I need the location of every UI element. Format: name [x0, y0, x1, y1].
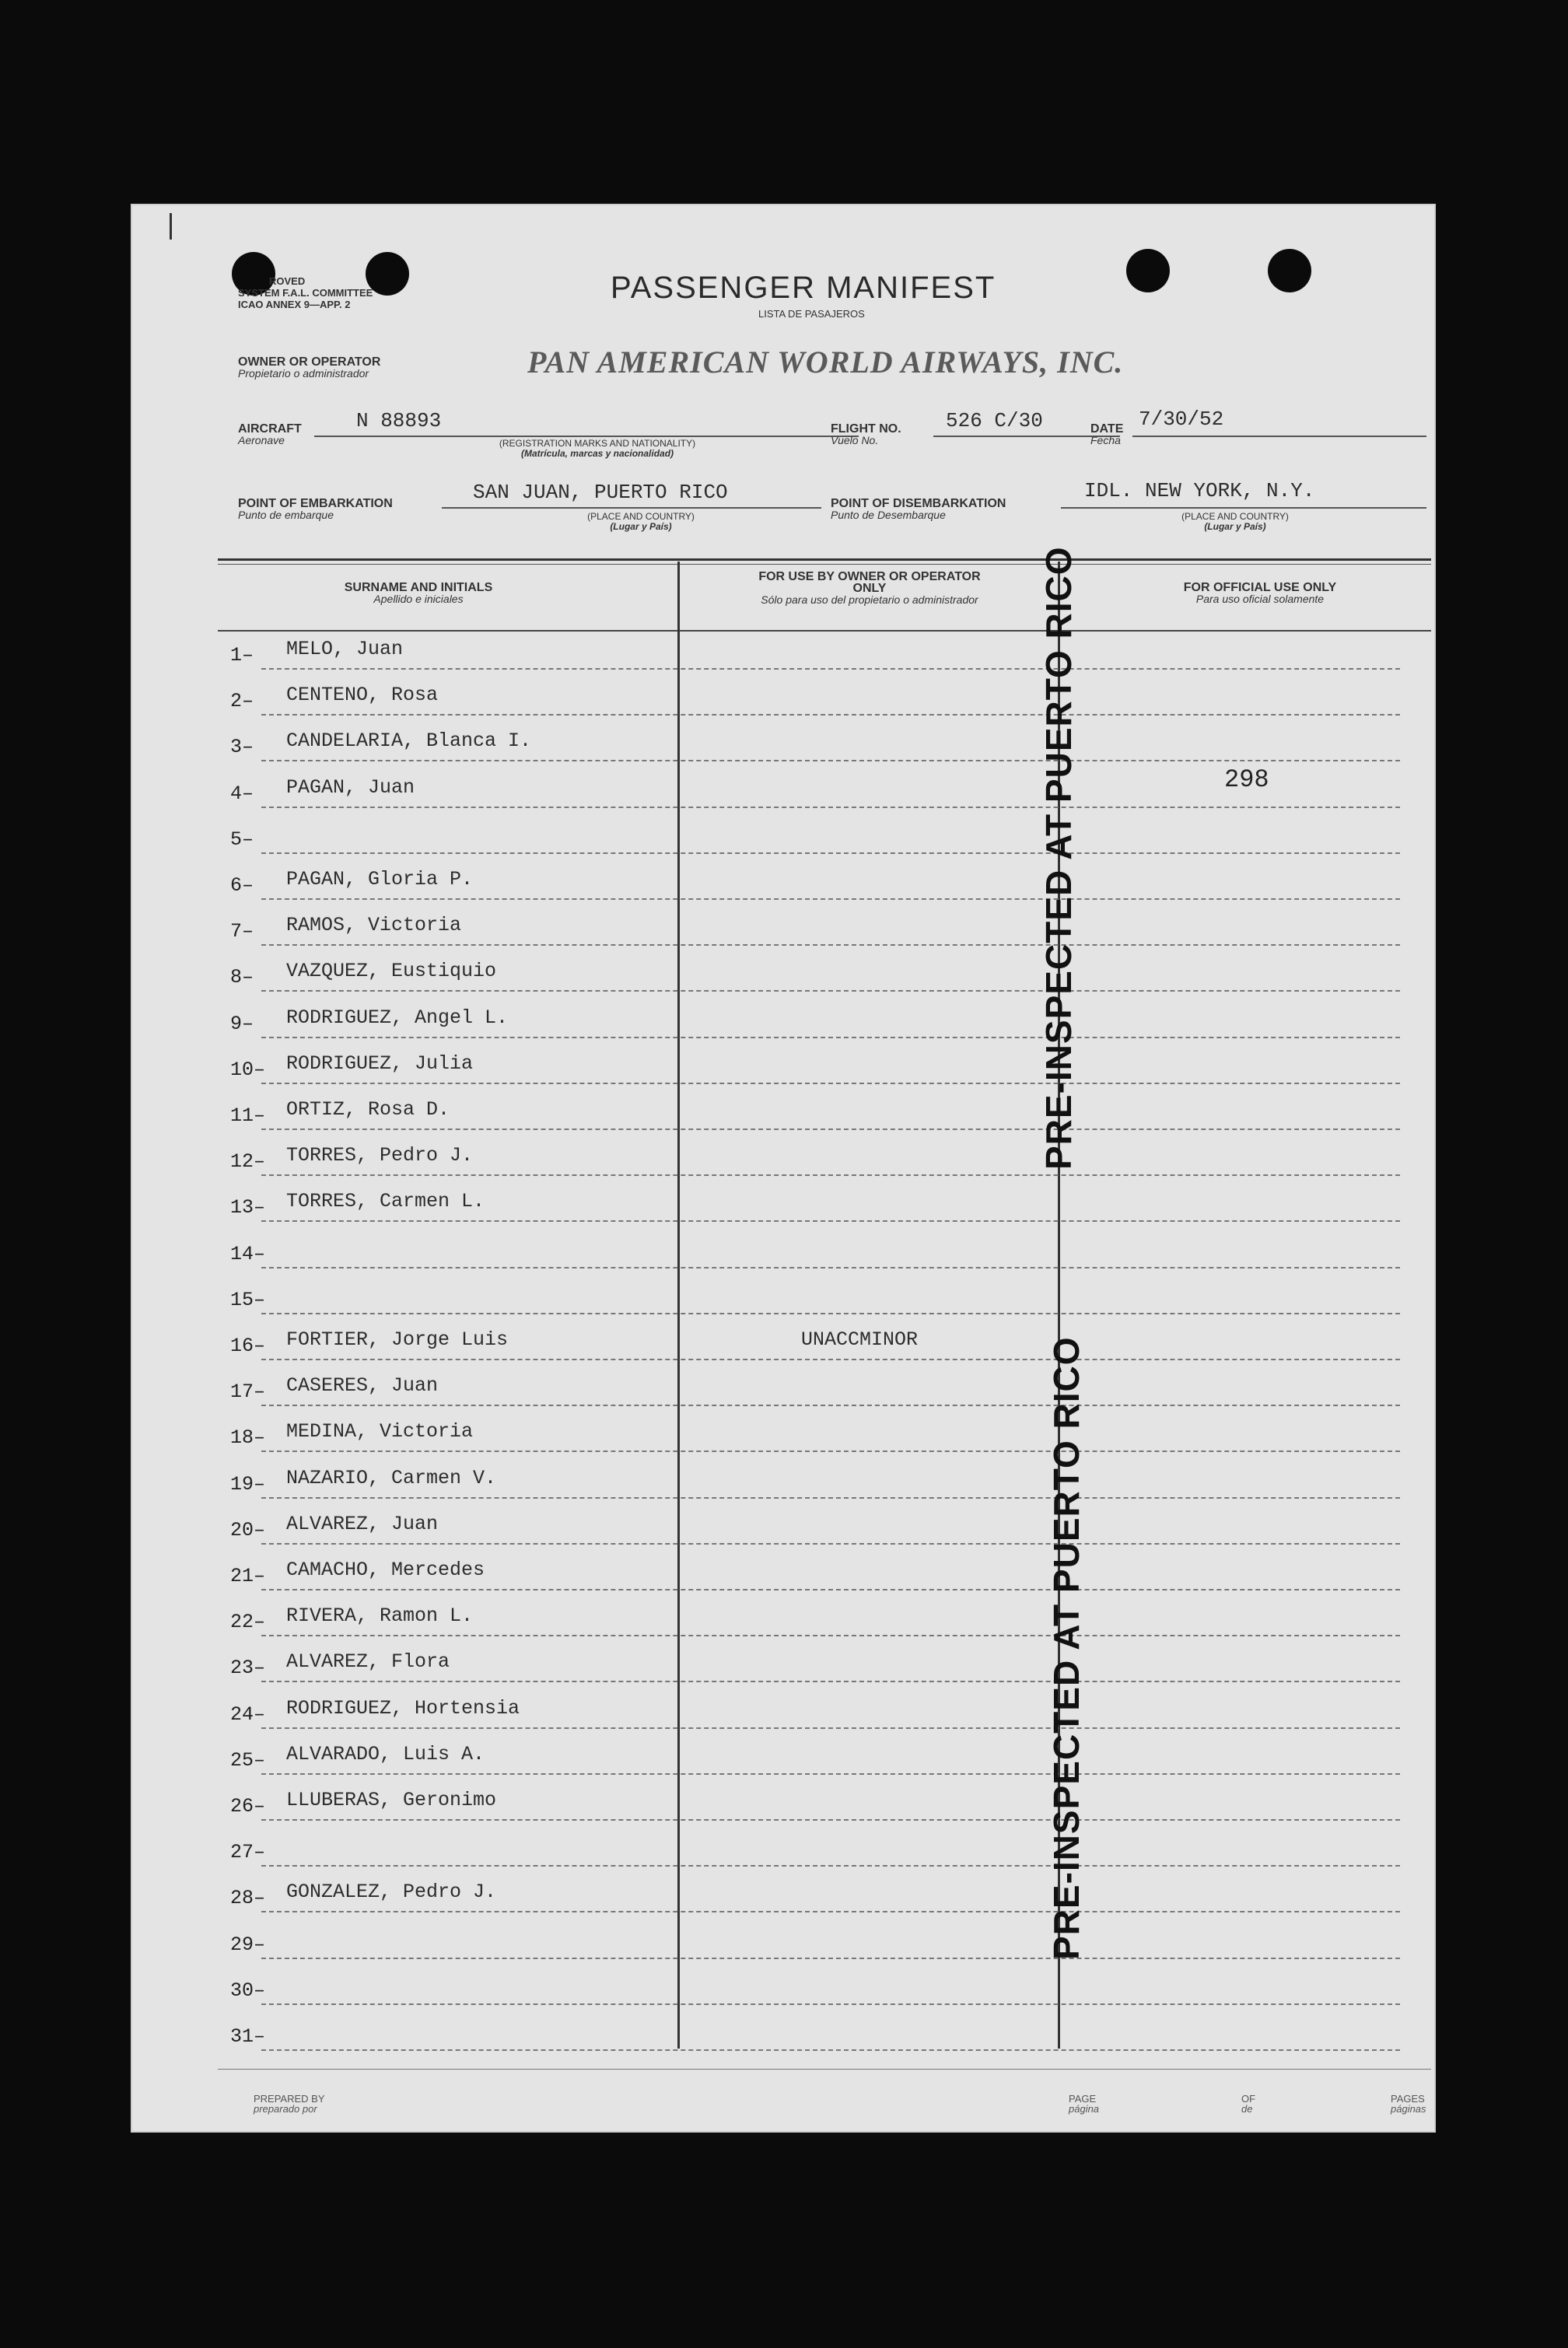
place-note-en: (PLACE AND COUNTRY) [587, 511, 695, 522]
passenger-name: MELO, Juan [286, 638, 404, 660]
of-label-en: OF [1241, 2093, 1256, 2105]
column-header-owner-use-es: Sólo para uso del propietario o administrador [761, 593, 978, 606]
owner-value: PAN AMERICAN WORLD AIRWAYS, INC. [527, 345, 1124, 380]
row-rule [261, 1037, 1400, 1038]
pages-label-es: páginas [1391, 2103, 1426, 2115]
passenger-name: GONZALEZ, Pedro J. [286, 1881, 497, 1904]
table-row [131, 1735, 1436, 1781]
row-number: 12– [230, 1150, 266, 1174]
place-note-es: (Lugar y País) [1204, 521, 1266, 532]
row-number: 15– [230, 1288, 266, 1311]
passenger-name: ALVAREZ, Flora [286, 1650, 450, 1674]
row-rule [261, 1773, 1400, 1775]
passenger-name: RAMOS, Victoria [286, 914, 462, 937]
embark-value: SAN JUAN, PUERTO RICO [473, 481, 728, 504]
table-row [131, 1136, 1436, 1182]
row-number: 22– [230, 1611, 266, 1634]
passenger-name: CENTENO, Rosa [286, 684, 439, 707]
passenger-name: RODRIGUEZ, Julia [286, 1052, 474, 1075]
flight-label [831, 423, 901, 446]
field-line [442, 507, 821, 509]
row-number: 11– [230, 1104, 266, 1127]
table-row [131, 860, 1436, 906]
table-row [131, 1412, 1436, 1458]
row-rule [261, 1543, 1400, 1545]
passenger-name: CASERES, Juan [286, 1374, 439, 1398]
aircraft-value: N 88893 [356, 409, 442, 432]
owner-label [238, 356, 380, 380]
table-row [131, 1321, 1436, 1366]
embark-label [238, 498, 393, 521]
prepared-by-en: PREPARED BY [254, 2093, 325, 2105]
row-number: 7– [230, 920, 254, 943]
row-rule [261, 668, 1400, 670]
row-rule [261, 2049, 1400, 2051]
row-number: 3– [230, 736, 254, 759]
passenger-name: PAGAN, Gloria P. [286, 868, 474, 891]
row-number: 6– [230, 874, 254, 897]
of-label-es: de [1241, 2103, 1253, 2115]
row-rule [261, 1497, 1400, 1499]
passenger-name: ALVAREZ, Juan [286, 1512, 439, 1535]
table-row [131, 676, 1436, 722]
table-row [131, 906, 1436, 952]
pages-label-en: PAGES [1391, 2093, 1425, 2105]
table-row [131, 1459, 1436, 1505]
date-label-es: Fecha [1090, 434, 1121, 446]
row-number: 8– [230, 966, 254, 989]
flight-value: 526 C/30 [946, 409, 1043, 432]
row-number: 29– [230, 1933, 266, 1956]
row-number: 21– [230, 1565, 266, 1587]
passenger-name: CANDELARIA, Blanca I. [286, 730, 532, 753]
place-note-es: (Lugar y País) [610, 521, 672, 532]
column-header-owner-use [753, 571, 986, 606]
row-number: 28– [230, 1887, 266, 1910]
row-number: 17– [230, 1380, 266, 1404]
table-row [131, 1045, 1436, 1090]
table-row [131, 1090, 1436, 1136]
field-line [1132, 436, 1426, 437]
pages-label [1391, 2094, 1426, 2114]
row-number: 19– [230, 1472, 266, 1496]
prepared-by-label [254, 2094, 325, 2114]
column-header-official-en: FOR OFFICIAL USE ONLY [1183, 581, 1337, 594]
row-rule [261, 1083, 1400, 1084]
row-number: 9– [230, 1012, 254, 1035]
table-row [131, 1505, 1436, 1551]
flight-label-en: FLIGHT NO. [831, 422, 901, 436]
page-label [1069, 2094, 1099, 2114]
approval-line: ICAO ANNEX 9—APP. 2 [238, 299, 351, 310]
row-rule [261, 1865, 1400, 1867]
row-rule [261, 1359, 1400, 1360]
passenger-name: CAMACHO, Mercedes [286, 1559, 485, 1581]
table-top-rule [218, 558, 1431, 561]
table-row [131, 1689, 1436, 1735]
table-row [131, 1827, 1436, 1873]
row-rule [261, 1450, 1400, 1452]
row-rule [261, 2003, 1400, 2005]
passenger-name: FORTIER, Jorge Luis [286, 1328, 509, 1351]
table-row [131, 952, 1436, 998]
passenger-name: ALVARADO, Luis A. [286, 1742, 485, 1765]
row-number: 1– [230, 644, 254, 667]
page-label-en: PAGE [1069, 2093, 1097, 2105]
column-header-official-es: Para uso oficial solamente [1195, 593, 1325, 605]
row-number: 4– [230, 782, 254, 805]
passenger-name: RIVERA, Ramon L. [286, 1604, 474, 1628]
disembark-place-note [1142, 512, 1328, 532]
row-rule [261, 898, 1400, 900]
disembark-label-en: POINT OF DISEMBARKATION [831, 497, 1006, 510]
of-label [1241, 2094, 1255, 2114]
aircraft-note-en: (REGISTRATION MARKS AND NATIONALITY) [499, 438, 696, 449]
row-rule [261, 1819, 1400, 1821]
row-rule [261, 990, 1400, 992]
row-rule [261, 1129, 1400, 1130]
row-rule [261, 1681, 1400, 1682]
column-header-surname-en: SURNAME AND INITIALS [344, 581, 493, 594]
passenger-name: RODRIGUEZ, Angel L. [286, 1006, 509, 1029]
row-number: 25– [230, 1748, 266, 1772]
row-rule [261, 1727, 1400, 1729]
passenger-name: NAZARIO, Carmen V. [286, 1466, 497, 1489]
row-rule [261, 1220, 1400, 1222]
row-rule [261, 1958, 1400, 1959]
approval-note [238, 275, 373, 310]
disembark-value: IDL. NEW YORK, N.Y. [1084, 479, 1315, 502]
punch-hole [1126, 249, 1170, 292]
row-rule [261, 807, 1400, 808]
footer-rule [218, 2069, 1431, 2070]
prepared-by-es: preparado por [254, 2103, 317, 2115]
column-header-official [1112, 582, 1408, 605]
row-number: 24– [230, 1702, 266, 1726]
row-number: 16– [230, 1335, 266, 1357]
column-header-surname [263, 582, 574, 605]
aircraft-note-es: (Matrícula, marcas y nacionalidad) [520, 448, 674, 459]
owner-label-es: Propietario o administrador [238, 367, 369, 380]
table-row [131, 1919, 1436, 1965]
passenger-name: PAGAN, Juan [286, 775, 415, 799]
page-subtitle: LISTA DE PASAJEROS [758, 308, 865, 320]
table-row [131, 814, 1436, 860]
table-top-rule [218, 564, 1431, 565]
table-row [131, 1366, 1436, 1412]
passenger-name: LLUBERAS, Geronimo [286, 1789, 497, 1811]
approval-line: ROVED [269, 275, 306, 287]
aircraft-label-en: AIRCRAFT [238, 422, 302, 436]
approval-line: SYSTEM F.A.L. COMMITTEE [238, 287, 373, 299]
table-row [131, 1965, 1436, 2011]
passenger-name: MEDINA, Victoria [286, 1420, 474, 1443]
row-number: 20– [230, 1518, 266, 1541]
row-number: 27– [230, 1841, 266, 1864]
field-line [314, 436, 859, 437]
punch-hole [1268, 249, 1311, 292]
field-line [1061, 507, 1426, 509]
row-rule [261, 1589, 1400, 1590]
row-number: 18– [230, 1426, 266, 1450]
passenger-name: ORTIZ, Rosa D. [286, 1098, 450, 1121]
row-number: 31– [230, 2025, 266, 2048]
preinspection-stamp: PRE-INSPECTED AT PUERTO RICO [1046, 1336, 1087, 1960]
row-rule [261, 714, 1400, 716]
row-rule [261, 1911, 1400, 1912]
row-number: 23– [230, 1657, 266, 1680]
disembark-label [831, 498, 1006, 521]
table-row [131, 630, 1436, 676]
date-label [1090, 423, 1123, 446]
passenger-name: TORRES, Pedro J. [286, 1144, 474, 1167]
owner-label-en: OWNER OR OPERATOR [238, 355, 381, 369]
table-row [131, 722, 1436, 768]
row-rule [261, 760, 1400, 761]
table-row [131, 999, 1436, 1045]
row-rule [261, 1267, 1400, 1268]
date-value: 7/30/52 [1139, 408, 1224, 431]
margin-mark [170, 213, 172, 240]
embark-label-en: POINT OF EMBARKATION [238, 497, 393, 510]
passenger-name: TORRES, Carmen L. [286, 1190, 485, 1213]
table-row [131, 1781, 1436, 1827]
table-row [131, 1597, 1436, 1643]
place-note-en: (PLACE AND COUNTRY) [1181, 511, 1289, 522]
column-header-surname-es: Apellido e iniciales [373, 593, 464, 605]
passenger-name: VAZQUEZ, Eustiquio [286, 960, 497, 983]
row-rule [261, 1174, 1400, 1176]
row-number: 26– [230, 1795, 266, 1818]
row-number: 30– [230, 1979, 266, 2002]
table-row [131, 1182, 1436, 1228]
row-rule [261, 852, 1400, 854]
table-row [131, 1229, 1436, 1275]
row-number: 5– [230, 828, 254, 851]
official-entry: 298 [1224, 765, 1269, 794]
table-row [131, 1275, 1436, 1321]
aircraft-label-es: Aeronave [238, 434, 285, 446]
aircraft-label [238, 423, 302, 446]
row-number: 14– [230, 1242, 266, 1265]
table-row [131, 1873, 1436, 1919]
date-label-en: DATE [1090, 422, 1124, 436]
column-header-owner-use-en: FOR USE BY OWNER OR OPERATOR ONLY [758, 570, 981, 595]
row-rule [261, 1313, 1400, 1314]
row-number: 13– [230, 1196, 266, 1219]
page-title: PASSENGER MANIFEST [611, 271, 996, 305]
manifest-sheet [131, 204, 1436, 2133]
preinspection-stamp: PRE-INSPECTED AT PUERTO RICO [1038, 546, 1079, 1170]
passenger-name: RODRIGUEZ, Hortensia [286, 1696, 520, 1720]
owner-note: UNACCMINOR [801, 1328, 919, 1351]
row-rule [261, 1405, 1400, 1406]
disembark-label-es: Punto de Desembarque [831, 509, 946, 521]
aircraft-note [434, 439, 761, 459]
page-label-es: página [1069, 2103, 1100, 2115]
flight-label-es: Vuelo No. [831, 434, 879, 446]
embark-place-note [548, 512, 734, 532]
table-row [131, 2011, 1436, 2057]
row-rule [261, 944, 1400, 946]
row-number: 10– [230, 1058, 266, 1081]
row-rule [261, 1635, 1400, 1636]
embark-label-es: Punto de embarque [238, 509, 334, 521]
table-row [131, 1551, 1436, 1597]
row-number: 2– [230, 690, 254, 713]
table-row [131, 1643, 1436, 1688]
